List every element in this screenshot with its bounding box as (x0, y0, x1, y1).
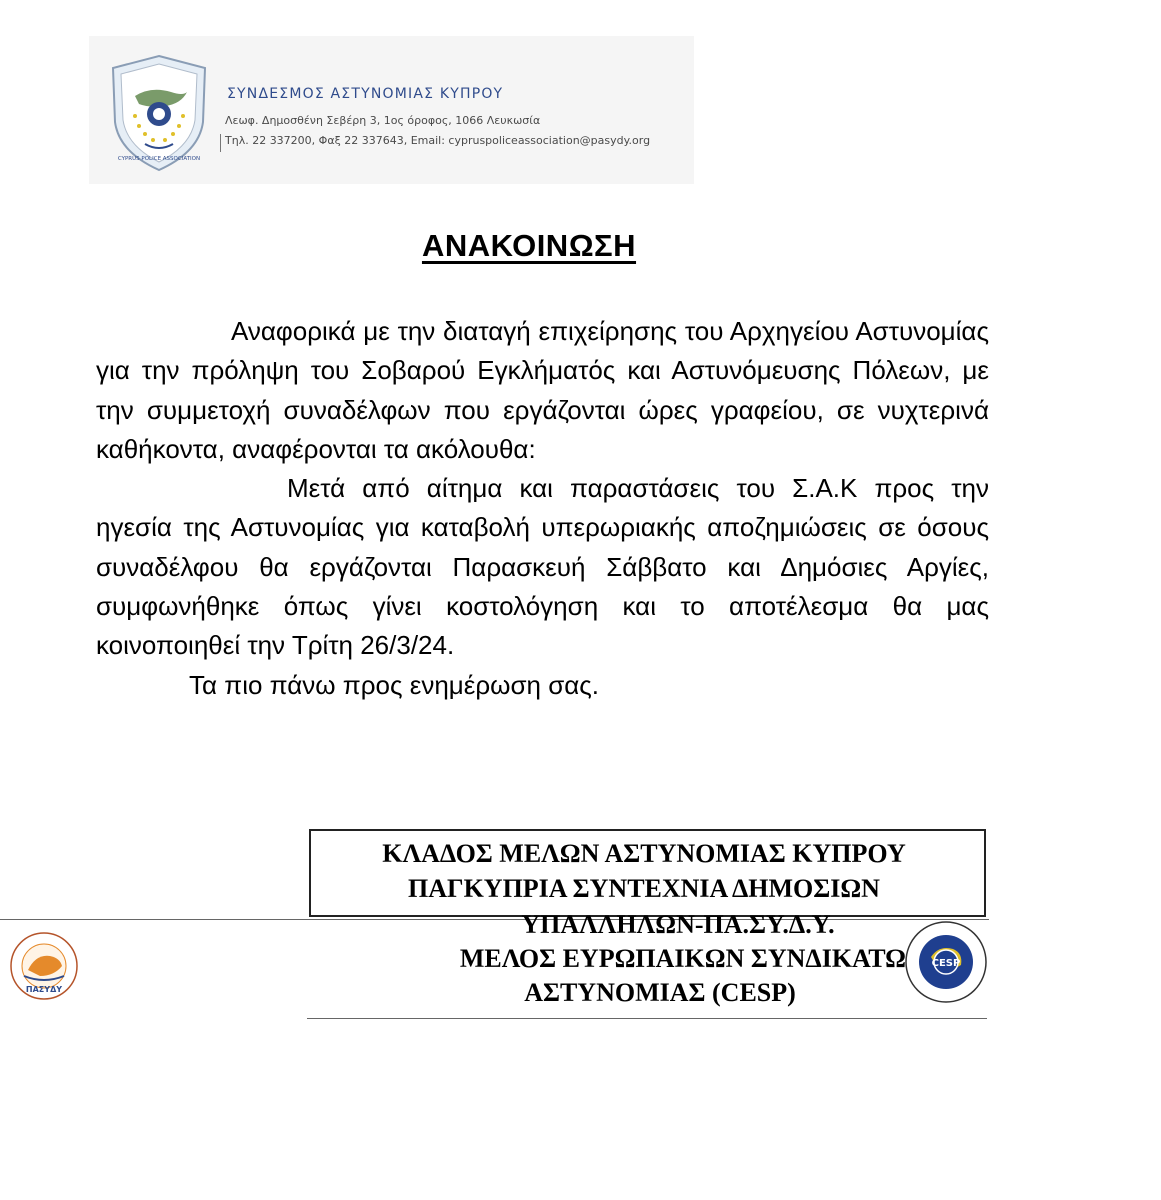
letterhead-divider (220, 134, 221, 152)
cesp-text: CESP (931, 958, 961, 969)
signature-line-4: ΜΕΛΟΣ ΕΥΡΩΠΑΙΚΩΝ ΣΥΝΔΙΚΑΤΩ (459, 944, 906, 973)
body-paragraph-3: Τα πιο πάνω προς ενημέρωση σας. (189, 669, 600, 700)
pasydy-text: ΠΑΣΥΔΥ (25, 985, 63, 994)
signature-line-2: ΠΑΓΚΥΠΡΙΑ ΣΥΝΤΕΧΝΙΑ ΔΗΜΟΣΙΩΝ (408, 874, 880, 903)
letterhead-contact: Τηλ. 22 337200, Φαξ 22 337643, Email: cypruspoliceassociation@pasydy.org (225, 134, 651, 147)
body-paragraph-1: Αναφορικά με την διαταγή επιχείρησης του Αρχηγείου Αστυνομίας για την πρόληψη του Σοβαρού Εγκλήματός και Αστυνόμευσης Πόλεων, με την συμμετοχή συναδέλφων που εργάζονται ώρες γραφείου, σε νυχτερινά καθήκοντα, αναφέρονται τα ακόλουθα: (96, 316, 989, 464)
announcement-heading: ΑΝΑΚΟΙΝΩΣΗ (421, 228, 637, 263)
signature-bottom-line (307, 1018, 987, 1019)
letterhead-title: ΣΥΝΔΕΣΜΟΣ ΑΣΤΥΝΟΜΙΑΣ ΚΥΠΡΟΥ (227, 86, 504, 102)
signature-line-3: ΥΠΑΛΛΗΛΩΝ-ΠΑ.ΣΥ.Δ.Υ. (521, 910, 835, 939)
letterhead (89, 36, 694, 184)
signature-line-5: ΑΣΤΥΝΟΜΙΑΣ (CESP) (524, 978, 796, 1007)
body-paragraph-2: Μετά από αίτημα και παραστάσεις του Σ.Α.Κ προς την ηγεσία της Αστυνομίας για καταβολή υπερωριακής αποζημιώσεις σε όσους συναδέλφου θα εργάζονται Παρασκευή Σάββατο και Δημόσιες Αργίες, συμφωνήθηκε όπως γίνει κοστολόγηση και το αποτέλεσμα θα μας κοινοποιηθεί την Τρίτη 26/3/24. (96, 473, 989, 661)
announcement-body (96, 312, 989, 705)
pasydy-logo (6, 930, 82, 1002)
cesp-logo (903, 917, 989, 1007)
police-association-shield-logo (105, 52, 213, 174)
letterhead-address: Λεωφ. Δημοσθένη Σεβέρη 3, 1ος όροφος, 1066 Λευκωσία (225, 114, 541, 127)
signature-line-1: ΚΛΑΔΟΣ ΜΕΛΩΝ ΑΣΤΥΝΟΜΙΑΣ ΚΥΠΡΟΥ (382, 839, 906, 868)
logo-text: CYPRUS POLICE ASSOCIATION (117, 156, 201, 162)
